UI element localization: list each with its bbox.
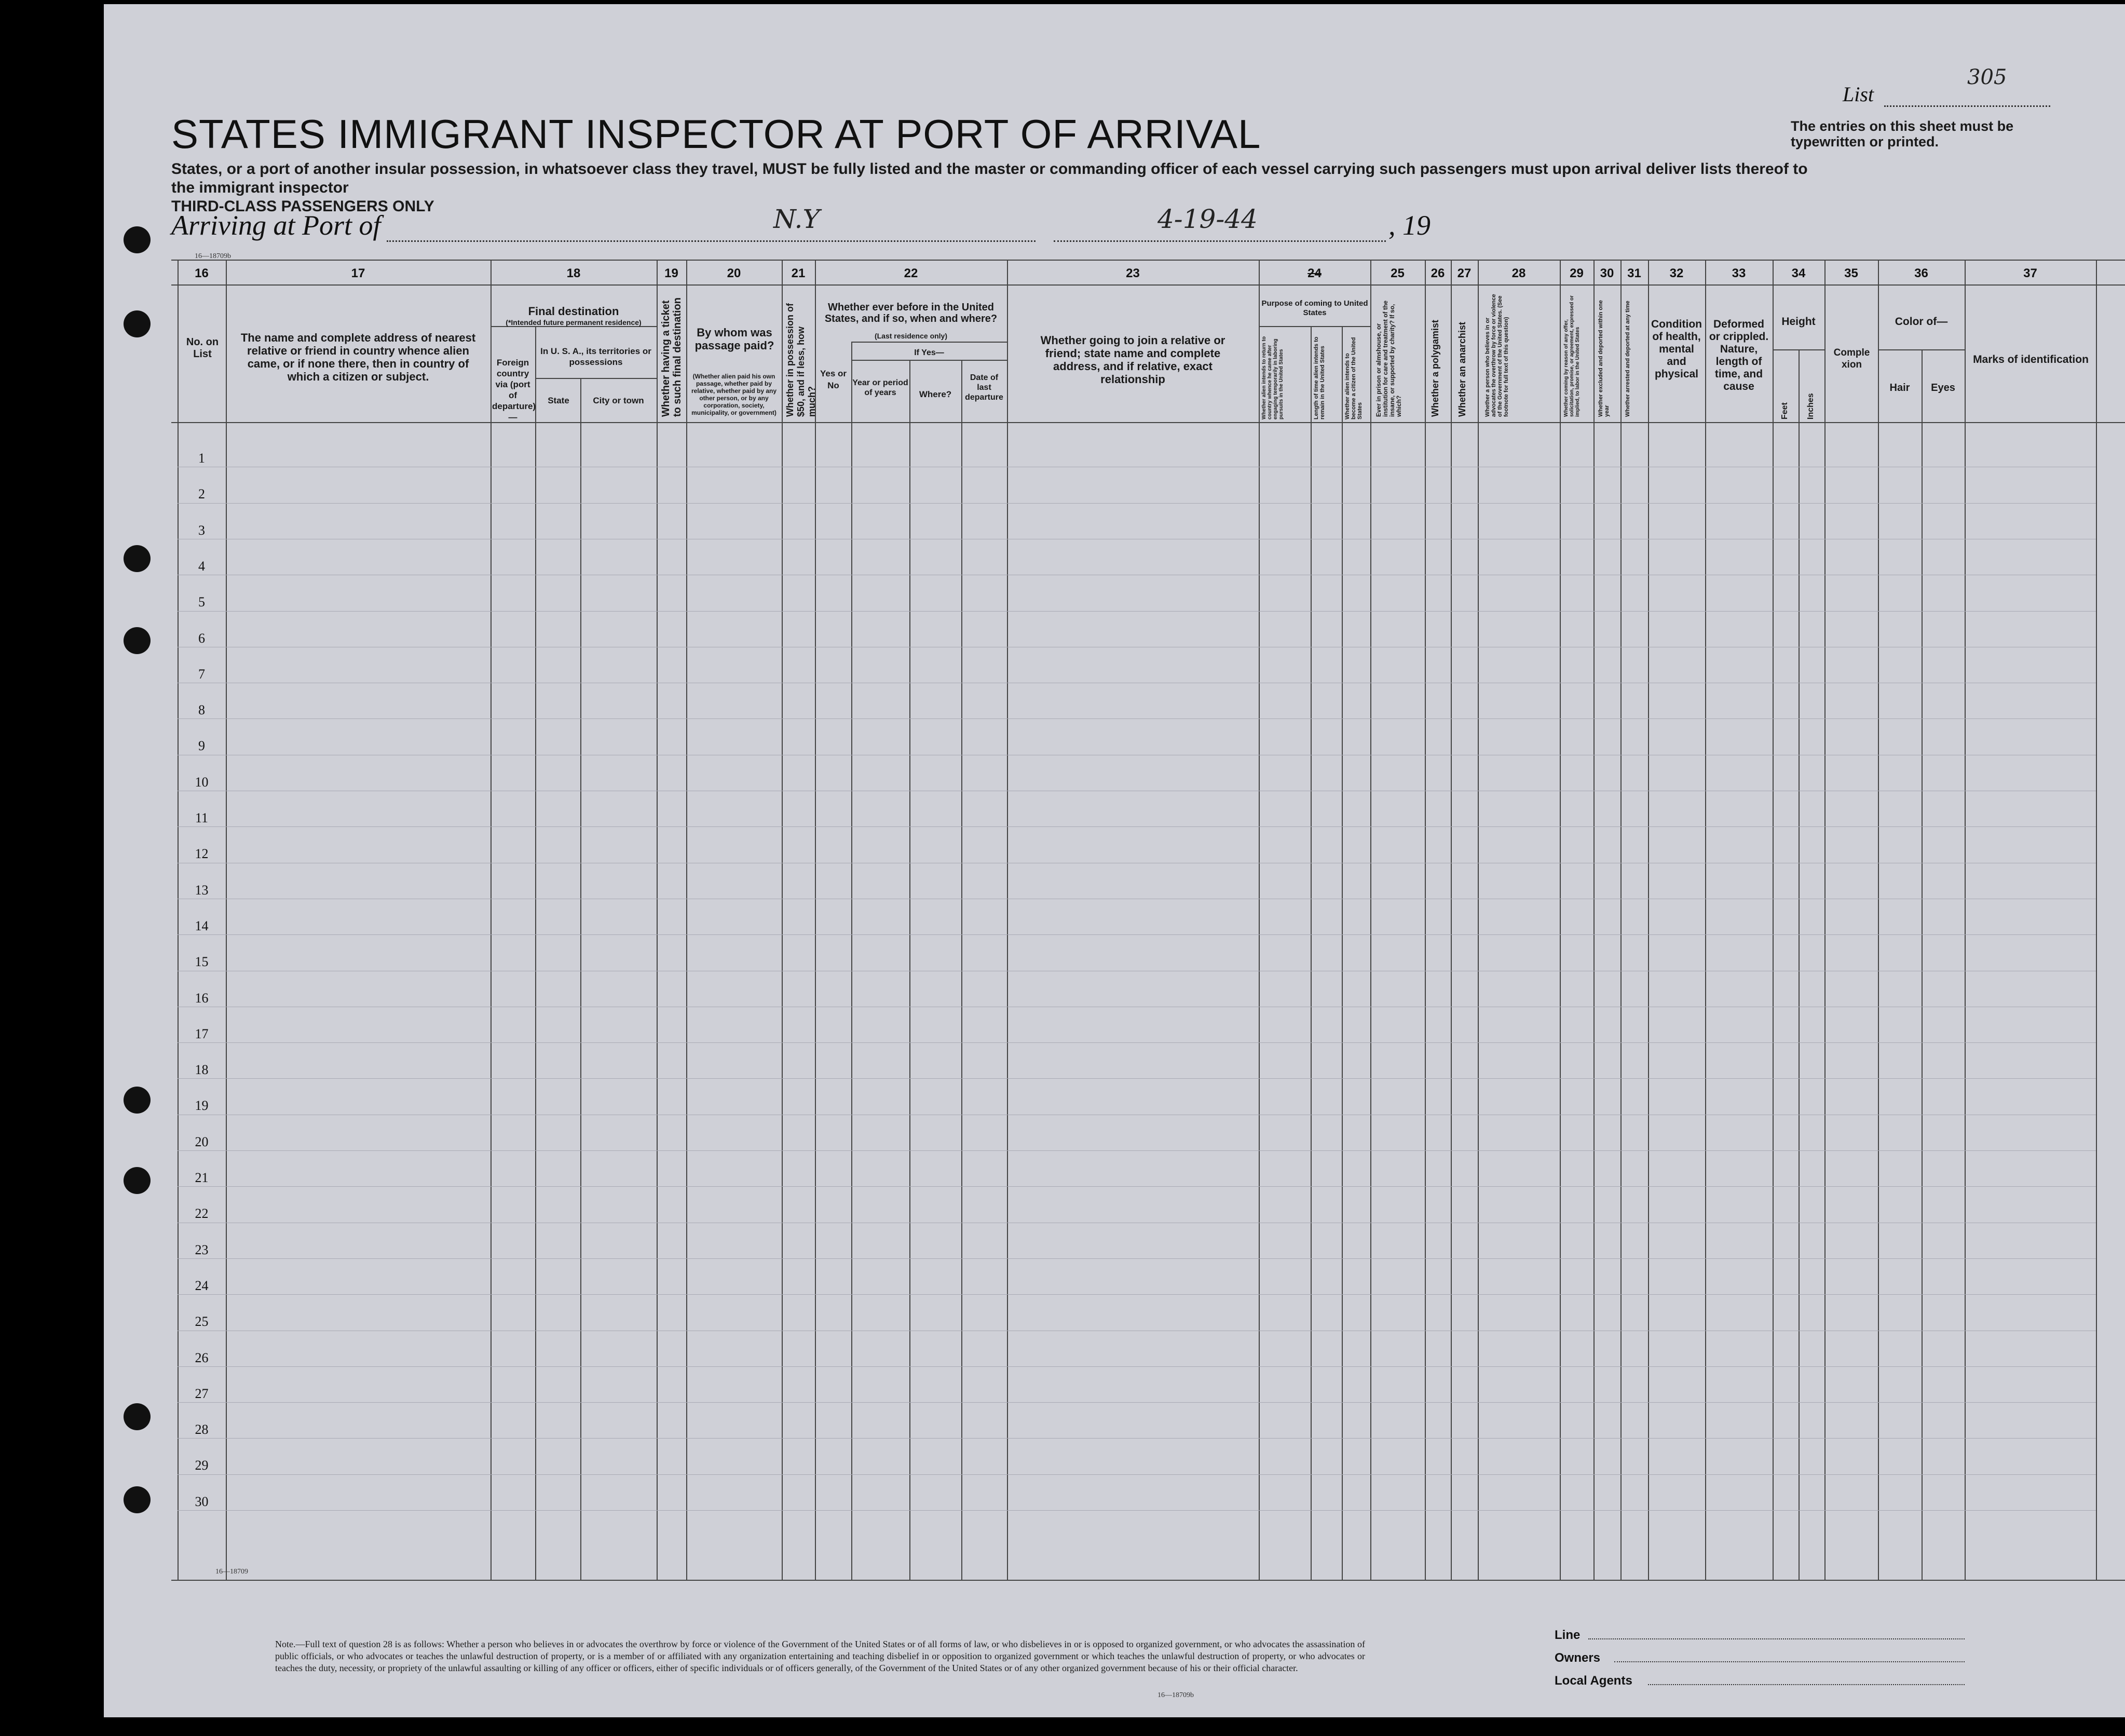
subhdr-line bbox=[535, 378, 657, 379]
table-bottom-line bbox=[171, 1580, 2125, 1581]
hdr-final-destination: Final destination bbox=[528, 305, 619, 318]
col-line bbox=[535, 326, 536, 1581]
date-line bbox=[1054, 240, 1386, 242]
hdr-deformed: Deformed or crippled. Nature, length of time, and cause bbox=[1709, 318, 1769, 392]
year-prefix: , 19 bbox=[1388, 210, 1431, 241]
hdr-ever-before-sub: (Last residence only) bbox=[874, 332, 948, 340]
row-number: 14 bbox=[195, 918, 209, 933]
header-bottom-line bbox=[171, 422, 2125, 423]
row-number: 5 bbox=[198, 594, 205, 610]
row-number: 26 bbox=[195, 1350, 209, 1365]
hdr-nearest-relative: The name and complete address of nearest relative or friend in country whence alien came, or if none there, then in country of which a citizen or subject. bbox=[240, 331, 476, 383]
hdr-anarchist: Whether an anarchist bbox=[1457, 321, 1467, 417]
hdr-feet: Feet bbox=[1780, 402, 1789, 419]
col-line bbox=[1824, 260, 1826, 1581]
hdr-color-of: Color of— bbox=[1895, 316, 1948, 328]
owners-label: Owners bbox=[1555, 1651, 1601, 1665]
colnum-30: 30 bbox=[1600, 266, 1614, 280]
hdr-complexion: Complexion bbox=[1833, 347, 1870, 370]
row-number: 17 bbox=[195, 1026, 209, 1041]
punch-hole bbox=[124, 226, 151, 253]
hdr-fifty-dollars: Whether in possession of $50, and if less, how much? bbox=[785, 303, 817, 417]
punch-hole bbox=[124, 545, 151, 572]
col-line bbox=[1593, 260, 1595, 1581]
colnum-22: 22 bbox=[904, 266, 918, 280]
row-number: 6 bbox=[198, 630, 205, 646]
hdr-purpose-length: Length of time alien intends to remain in the United States bbox=[1313, 336, 1326, 419]
col-line bbox=[686, 260, 687, 1581]
hdr-city: City or town bbox=[593, 396, 644, 405]
row-number: 4 bbox=[198, 558, 205, 574]
row-line bbox=[178, 611, 2096, 612]
row-number: 1 bbox=[198, 451, 205, 466]
row-number: 7 bbox=[198, 666, 205, 682]
col-line bbox=[1259, 260, 1260, 1581]
col-line bbox=[657, 260, 658, 1581]
hdr-where: Where? bbox=[919, 389, 952, 399]
hdr-foreign-country: Foreign country via (port of departure)— bbox=[492, 358, 536, 422]
row-number: 11 bbox=[195, 810, 209, 825]
colnum-33: 33 bbox=[1732, 266, 1746, 280]
row-number: 19 bbox=[195, 1098, 209, 1114]
hdr-if-yes: If Yes— bbox=[914, 348, 944, 357]
col-line bbox=[491, 260, 492, 1581]
row-number: 20 bbox=[195, 1134, 209, 1149]
hdr-join-relative: Whether going to join a relative or friend; state name and complete address, and if relative, exact relationship bbox=[1040, 334, 1225, 386]
row-number: 29 bbox=[195, 1458, 209, 1473]
col-line bbox=[1648, 260, 1649, 1581]
colnum-36: 36 bbox=[1914, 266, 1928, 280]
form-code-right: 16—18709b bbox=[1157, 1691, 1194, 1699]
row-number: 18 bbox=[195, 1062, 209, 1078]
row-number: 23 bbox=[195, 1242, 209, 1257]
col-line bbox=[851, 342, 852, 1581]
col-line bbox=[1965, 260, 1966, 1581]
colnum-32: 32 bbox=[1669, 266, 1684, 280]
hdr-prison: Ever in prison or almshouse, or institution for care and treatment of the insane, or supported by charity? If so, which? bbox=[1375, 300, 1402, 417]
col-line bbox=[1425, 260, 1426, 1581]
row-line bbox=[178, 1258, 2096, 1259]
punch-hole bbox=[124, 1087, 151, 1114]
hdr-hair: Hair bbox=[1889, 382, 1910, 394]
col-line bbox=[1007, 260, 1008, 1581]
instructions bbox=[171, 160, 1832, 216]
colnum-23: 23 bbox=[1126, 266, 1140, 280]
hdr-arrested: Whether arrested and deported at any time bbox=[1625, 301, 1631, 417]
row-number: 25 bbox=[195, 1314, 209, 1330]
page-title: STATES IMMIGRANT INSPECTOR AT PORT OF ARRIVAL bbox=[171, 111, 1261, 157]
row-line bbox=[178, 934, 2096, 935]
agents-signature-line bbox=[1648, 1684, 1965, 1685]
date-value: 4-19-44 bbox=[1157, 204, 1258, 234]
punch-hole bbox=[124, 1403, 151, 1430]
col-line bbox=[1560, 260, 1561, 1581]
manifest-sheet bbox=[104, 4, 2125, 1717]
colnum-25: 25 bbox=[1391, 266, 1405, 280]
colnum-28: 28 bbox=[1511, 266, 1526, 280]
row-line bbox=[178, 1294, 2096, 1295]
colnum-26: 26 bbox=[1431, 266, 1445, 280]
row-line bbox=[178, 718, 2096, 719]
hdr-yes-no: Yes or No bbox=[820, 369, 847, 390]
row-number: 3 bbox=[198, 522, 205, 538]
colnum-line bbox=[171, 284, 2125, 286]
hdr-purpose-citizen: Whether alien intends to become a citizen of the United States bbox=[1344, 337, 1363, 419]
hdr-no-on-list: No. on List bbox=[186, 336, 219, 360]
line-label: Line bbox=[1555, 1628, 1581, 1642]
hdr-purpose-return: Whether alien intends to return to country whence he came after engaging temporarily in laboring pursuits in the United States bbox=[1261, 336, 1284, 419]
row-line bbox=[178, 1150, 2096, 1151]
form-code: 16—18709b bbox=[195, 252, 231, 260]
class-line: THIRD-CLASS PASSENGERS ONLY bbox=[171, 198, 434, 215]
col-line bbox=[580, 378, 581, 1581]
hdr-date-departure: Date of last departure bbox=[965, 373, 1003, 402]
col-line bbox=[2096, 260, 2097, 1581]
instructions-text: States, or a port of another insular possession, in whatsoever class they travel, MUST be fully listed and the master or commanding officer of each vessel carrying such passengers must upon arrival deliver lists thereof to the immigrant inspector bbox=[171, 160, 1808, 196]
colnum-21: 21 bbox=[791, 266, 806, 280]
hdr-eyes: Eyes bbox=[1931, 382, 1955, 394]
row-line bbox=[178, 1186, 2096, 1187]
colnum-29: 29 bbox=[1570, 266, 1584, 280]
col-line bbox=[1799, 349, 1800, 1581]
subhdr-line bbox=[1878, 349, 1965, 350]
row-number: 27 bbox=[195, 1386, 209, 1401]
row-line bbox=[178, 1366, 2096, 1367]
row-number: 28 bbox=[195, 1422, 209, 1437]
typewrite-note: The entries on this sheet must be typewritten or printed. bbox=[1791, 118, 2014, 150]
row-number: 15 bbox=[195, 954, 209, 970]
col-line bbox=[1773, 260, 1774, 1581]
hdr-overthrow: Whether a person who believes in or advocates the overthrow by force or violence of the Government of the United States. (See footnote for full text of this question) bbox=[1484, 294, 1509, 417]
row-number: 8 bbox=[198, 702, 205, 718]
hdr-health: Condition of health, mental and physical bbox=[1651, 318, 1702, 380]
punch-hole bbox=[124, 1486, 151, 1513]
row-number: 22 bbox=[195, 1206, 209, 1222]
col-line bbox=[1705, 260, 1706, 1581]
list-label: List bbox=[1843, 83, 1874, 106]
colnum-27: 27 bbox=[1457, 266, 1472, 280]
row-line bbox=[178, 503, 2096, 504]
row-line bbox=[178, 1402, 2096, 1403]
row-number: 12 bbox=[195, 846, 209, 862]
table-top-line bbox=[171, 260, 2125, 261]
hdr-final-destination-sub: (*Intended future permanent residence) bbox=[506, 318, 642, 327]
col-line bbox=[1878, 260, 1879, 1581]
subhdr-line bbox=[1259, 326, 1370, 327]
colnum-18: 18 bbox=[566, 266, 581, 280]
colnum-17: 17 bbox=[351, 266, 365, 280]
col-line bbox=[1451, 260, 1452, 1581]
hdr-labor-offer: Whether coming by reason of any offer, solicitation, promise, or agreement, expressed or implied, to labor in the United States bbox=[1563, 295, 1581, 417]
colnum-16: 16 bbox=[195, 266, 209, 280]
row-number: 24 bbox=[195, 1278, 209, 1293]
colnum-35: 35 bbox=[1844, 266, 1858, 280]
col-line bbox=[1478, 260, 1479, 1581]
punch-hole bbox=[124, 627, 151, 654]
port-value: N.Y bbox=[773, 204, 820, 234]
hdr-excluded: Whether excluded and deported within one year bbox=[1598, 300, 1610, 417]
agents-label: Local Agents bbox=[1555, 1674, 1632, 1688]
row-number: 30 bbox=[195, 1494, 209, 1509]
row-line bbox=[178, 1474, 2096, 1475]
hdr-height: Height bbox=[1781, 316, 1816, 328]
colnum-37: 37 bbox=[2023, 266, 2037, 280]
hdr-polygamist: Whether a polygamist bbox=[1430, 319, 1440, 417]
subhdr-line bbox=[1773, 349, 1824, 350]
row-number: 13 bbox=[195, 882, 209, 898]
hdr-purpose: Purpose of coming to United States bbox=[1261, 299, 1368, 317]
hdr-year-period: Year or period of years bbox=[852, 378, 908, 397]
hdr-ever-before: Whether ever before in the United States, and if so, when and where? bbox=[824, 302, 998, 324]
row-number: 9 bbox=[198, 738, 205, 754]
colnum-24: 24 bbox=[1307, 266, 1322, 280]
col-line bbox=[1620, 260, 1622, 1581]
form-code-left: 16—18709 bbox=[215, 1568, 248, 1576]
row-number: 10 bbox=[195, 774, 209, 790]
hdr-state: State bbox=[548, 396, 569, 405]
punch-hole bbox=[124, 310, 151, 337]
list-number: 305 bbox=[1967, 65, 2007, 89]
col-line bbox=[1311, 326, 1312, 1581]
col-line bbox=[815, 260, 816, 1581]
row-line bbox=[178, 1510, 2096, 1511]
colnum-31: 31 bbox=[1627, 266, 1641, 280]
colnum-19: 19 bbox=[664, 266, 678, 280]
list-line bbox=[1884, 105, 2050, 107]
row-number: 16 bbox=[195, 990, 209, 1006]
hdr-passage-paid: By whom was passage paid? bbox=[694, 326, 774, 352]
hdr-passage-paid-sub: (Whether alien paid his own passage, whether paid by relative, whether paid by any other person, or by any corporation, society, municipality, or government) bbox=[691, 373, 777, 416]
row-line bbox=[178, 1438, 2096, 1439]
port-line bbox=[387, 240, 1036, 242]
subhdr-line bbox=[851, 360, 1007, 361]
hdr-usa: In U. S. A., its territories or possessions bbox=[540, 346, 651, 367]
row-line bbox=[178, 1078, 2096, 1079]
port-label: Arriving at Port of bbox=[171, 210, 381, 241]
hdr-marks: Marks of identification bbox=[1973, 354, 2089, 365]
punch-hole bbox=[124, 1167, 151, 1194]
colnum-34: 34 bbox=[1791, 266, 1806, 280]
footnote: Note.—Full text of question 28 is as follows: Whether a person who believes in or advocates the overthrow by force or violence of the Government of the United States or of all forms of law, or who disbelieves in or is opposed to organized government, or who advocates the assassination of public officials, or who advocates or teaches the unlawful destruction of property, or is a member of or affiliated with any organization entertaining and teaching disbelief in or opposition to organized government or which teaches the unlawful destruction of property, or who advocates or teaches the duty, necessity, or propriety of the unlawful assaulting or killing of any officer or officers, either of specific individuals or of officers generally, of the Government of the United States or of any other organized government because of his or their official character. bbox=[275, 1639, 1365, 1673]
line-signature-line bbox=[1588, 1638, 1965, 1639]
row-number: 21 bbox=[195, 1170, 209, 1185]
hdr-inches: Inches bbox=[1806, 393, 1815, 419]
hdr-ticket: Whether having a ticket to such final destination bbox=[660, 297, 683, 417]
colnum-20: 20 bbox=[727, 266, 741, 280]
col-line bbox=[782, 260, 783, 1581]
col-line bbox=[1922, 349, 1923, 1581]
col-line bbox=[226, 260, 227, 1581]
row-number: 2 bbox=[198, 486, 205, 502]
col-line bbox=[1370, 260, 1371, 1581]
row-line bbox=[178, 1042, 2096, 1043]
col-line bbox=[1342, 326, 1343, 1581]
owners-signature-line bbox=[1614, 1661, 1965, 1662]
row-line bbox=[178, 826, 2096, 827]
